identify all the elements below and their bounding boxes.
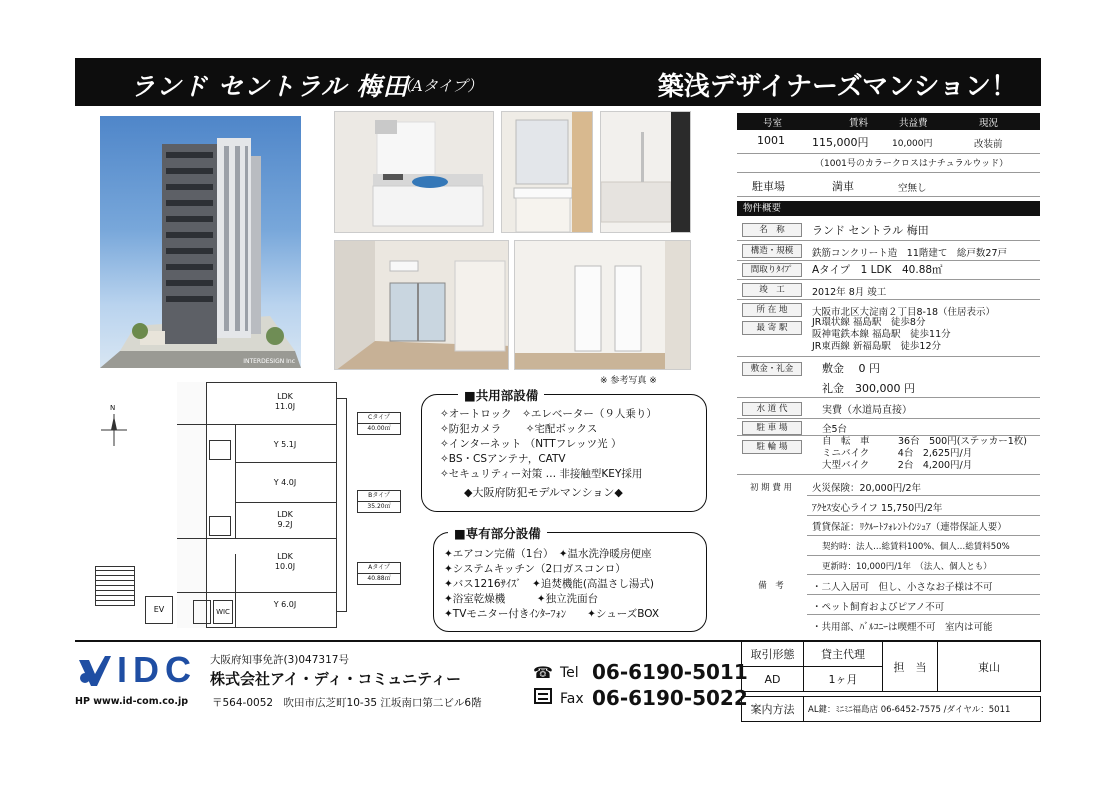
guide-value: AL鍵：ﾐﾆﾐﾆ福島店 06-6452-7575 /ダイヤル：5011 [803, 696, 1041, 722]
washroom-photo [501, 111, 593, 233]
initial-cost-item: 火災保険：20,000円/2年 [812, 483, 921, 494]
idc-logo-mark-icon [77, 654, 113, 688]
overview-section-title: 物件概要 [737, 201, 1040, 216]
type-tag-c: Cタイプ 40.00㎡ [357, 412, 401, 435]
private-facility-line: ✦エアコン完備（1台） ✦温水洗浄暖房便座 [444, 548, 652, 560]
photo-watermark: INTERDESIGN Inc [243, 358, 295, 365]
built-value: 2012年 8月 竣工 [812, 287, 887, 298]
bedroom-photo [514, 240, 691, 370]
header-room: 号室 [763, 118, 783, 129]
label-address: 所 在 地 [742, 303, 802, 317]
type-tag-a: Aタイプ 40.88㎡ [357, 562, 401, 585]
initial-cost-item: 更新時：10,000円/1年 （法人、個人とも） [822, 562, 992, 572]
property-title: ランド セントラル 梅田 [130, 72, 409, 101]
deposit-value: 敷金 0 円 [822, 362, 880, 375]
tel-number[interactable]: 06-6190-5011 [592, 660, 748, 684]
license-number: 大阪府知事免許(3)047317号 [210, 654, 349, 666]
room-ldk-9-2: LDK 9.2J [277, 510, 293, 529]
stairs [95, 566, 135, 606]
header-fee: 共益費 [899, 118, 928, 129]
common-facilities-title: ■共用部設備 [458, 386, 544, 404]
parking-vacancy: 空無し [898, 183, 927, 194]
staff-name: 東山 [937, 641, 1041, 692]
room-y-6-0: Y 6.0J [273, 600, 297, 609]
status-value: 改装前 [974, 139, 1003, 150]
private-facilities-title: ■専有部分設備 [448, 524, 547, 542]
bike-item: 自 転 車 36台 500円(ステッカー1枚) [822, 436, 1027, 447]
initial-cost-item: 賃貸保証：ﾘｸﾙｰﾄﾌｫﾚﾝﾄｲﾝｼｭｱ（連帯保証人要） [812, 522, 1007, 533]
common-facility-line: ✧防犯カメラ ✧宅配ボックス [440, 423, 598, 435]
idc-logo-text: IDC [117, 649, 197, 690]
crime-prevention-highlight: ◆大阪府防犯モデルマンション◆ [464, 486, 623, 499]
fax-label: Fax [560, 691, 584, 707]
fee-value: 10,000円 [892, 139, 933, 149]
rent-table-header [737, 113, 1040, 130]
remark-item: ・共用部、ﾊﾞﾙｺﾆｰは喫煙不可 室内は可能 [812, 622, 993, 633]
unit-type: （Aタイプ） [397, 77, 483, 95]
layout-value: Aタイプ 1 LDK 40.88㎡ [812, 264, 943, 276]
company-name: 株式会社アイ・ディ・コミュニティー [210, 670, 461, 688]
label-initial-cost: 初 期 費 用 [737, 482, 805, 496]
building-exterior-photo [100, 116, 301, 368]
type-tag-b: Bタイプ 35.20㎡ [357, 490, 401, 513]
common-facility-line: ✧BS・CSアンテナ，CATV [440, 453, 566, 465]
company-address: 〒564-0052 吹田市広芝町10-35 江坂南口第二ビル6階 [212, 697, 482, 709]
deal-type-label: 取引形態 [741, 641, 804, 667]
remark-item: ・ペット飼育およびピアノ不可 [812, 602, 945, 613]
tel-label: Tel [560, 665, 579, 681]
parking-value: 全5台 [822, 424, 848, 435]
initial-cost-item: 契約時：法人…総賃料100%、個人…総賃料50% [822, 542, 1010, 552]
property-name: ランド セントラル 梅田 [812, 224, 929, 237]
label-layout: 間取りﾀｲﾌﾟ [742, 263, 802, 277]
key-money-value: 礼金 300,000 円 [822, 382, 915, 395]
color-note: （1001号のカラークロスはナチュラルウッド） [815, 159, 1009, 169]
station-item: JR環状線 福島駅 徒歩8分 [812, 317, 926, 328]
staff-label: 担 当 [882, 641, 938, 692]
parking-label: 駐車場 [752, 180, 785, 193]
room-ldk-10: LDK 10.0J [274, 552, 296, 571]
bathroom-photo [600, 111, 691, 233]
common-facilities-box [421, 388, 707, 512]
private-facility-line: ✦システムキッチン（2口ガスコンロ） [444, 563, 626, 575]
room-y-5-1: Y 5.1J [273, 440, 297, 449]
bike-item: 大型バイク 2台 4,200円/月 [822, 460, 973, 471]
phone-icon: ☎ [533, 663, 553, 682]
header-rent: 賃料 [849, 118, 869, 129]
initial-cost-item: ｱｸｾｽ安心ライフ 15,750円/2年 [812, 503, 943, 514]
balcony-strip [337, 398, 347, 612]
kitchen-photo [334, 111, 494, 233]
label-parking: 駐 車 場 [742, 421, 802, 435]
water-value: 実費（水道局直接） [822, 405, 912, 416]
ad-value: 1ヶ月 [803, 666, 883, 692]
compass-north-label: N [110, 404, 116, 412]
remark-item: ・二人入居可 但し、小さなお子様は不可 [812, 582, 993, 593]
station-list [812, 317, 951, 353]
common-facility-line: ✧セキュリティー対策 … 非接触型KEY採用 [440, 468, 643, 480]
compass-icon [99, 404, 129, 448]
elevator [145, 596, 173, 624]
deal-type-value: 貸主代理 [803, 641, 883, 667]
rent-value: 115,000円 [812, 136, 869, 149]
fax-number: 06-6190-5022 [592, 686, 748, 710]
private-facilities-list [444, 547, 659, 622]
header-status: 現況 [979, 118, 999, 129]
room-y-4-0: Y 4.0J [273, 478, 297, 487]
room-ldk-11: LDK 11.0J [274, 392, 296, 411]
room-number: 1001 [757, 134, 785, 147]
label-water: 水 道 代 [742, 402, 802, 416]
company-website[interactable]: HP www.id-com.co.jp [75, 696, 189, 707]
label-station: 最 寄 駅 [742, 321, 802, 335]
wic-label: WIC [216, 608, 230, 616]
private-facility-line: ✦バス1216ｻｲｽﾞ ✦追焚機能(高温さし湯式) [444, 578, 655, 590]
private-facilities-box [433, 526, 707, 632]
ad-label: AD [741, 666, 804, 692]
bike-list [822, 436, 1027, 472]
structure-value: 鉄筋コンクリート造 11階建て 総戸数27戸 [812, 248, 1007, 259]
header-bar [75, 58, 1041, 106]
common-facility-line: ✧オートロック ✧エレベーター（９人乗り） [440, 408, 657, 420]
station-item: 阪神電鉄本線 福島駅 徒歩11分 [812, 329, 951, 340]
label-deposit: 敷金・礼金 [742, 362, 802, 376]
catchphrase: 築浅デザイナーズマンション！ [657, 72, 1017, 102]
photo-reference-note: ※ 参考写真 ※ [600, 376, 657, 386]
private-facility-line: ✦TVモニター付きｲﾝﾀｰﾌｫﾝ ✦シューズBOX [444, 608, 660, 620]
fax-icon [534, 688, 552, 704]
wic [213, 600, 233, 624]
private-facility-line: ✦浴室乾燥機 ✦独立洗面台 [444, 593, 599, 605]
common-facility-line: ✧インターネット （NTTフレッツ光 ） [440, 438, 622, 450]
parking-status: 満車 [832, 180, 854, 193]
label-structure: 構造・規模 [742, 244, 802, 258]
living-room-photo [334, 240, 509, 370]
label-built: 竣 工 [742, 283, 802, 297]
elevator-label: EV [153, 605, 165, 614]
guide-label: 案内方法 [741, 696, 804, 722]
label-remarks: 備 考 [737, 580, 805, 594]
common-facilities-list [440, 407, 657, 500]
label-name: 名 称 [742, 223, 802, 237]
station-item: JR東西線 新福島駅 徒歩12分 [812, 341, 942, 352]
bike-item: ミニバイク 4台 2,625円/月 [822, 448, 973, 459]
address-value: 大阪市北区大淀南２丁目8-18（住居表示） [812, 307, 996, 318]
floor-plan [85, 378, 415, 633]
idc-logo [77, 649, 197, 690]
label-bike: 駐 輪 場 [742, 440, 802, 454]
